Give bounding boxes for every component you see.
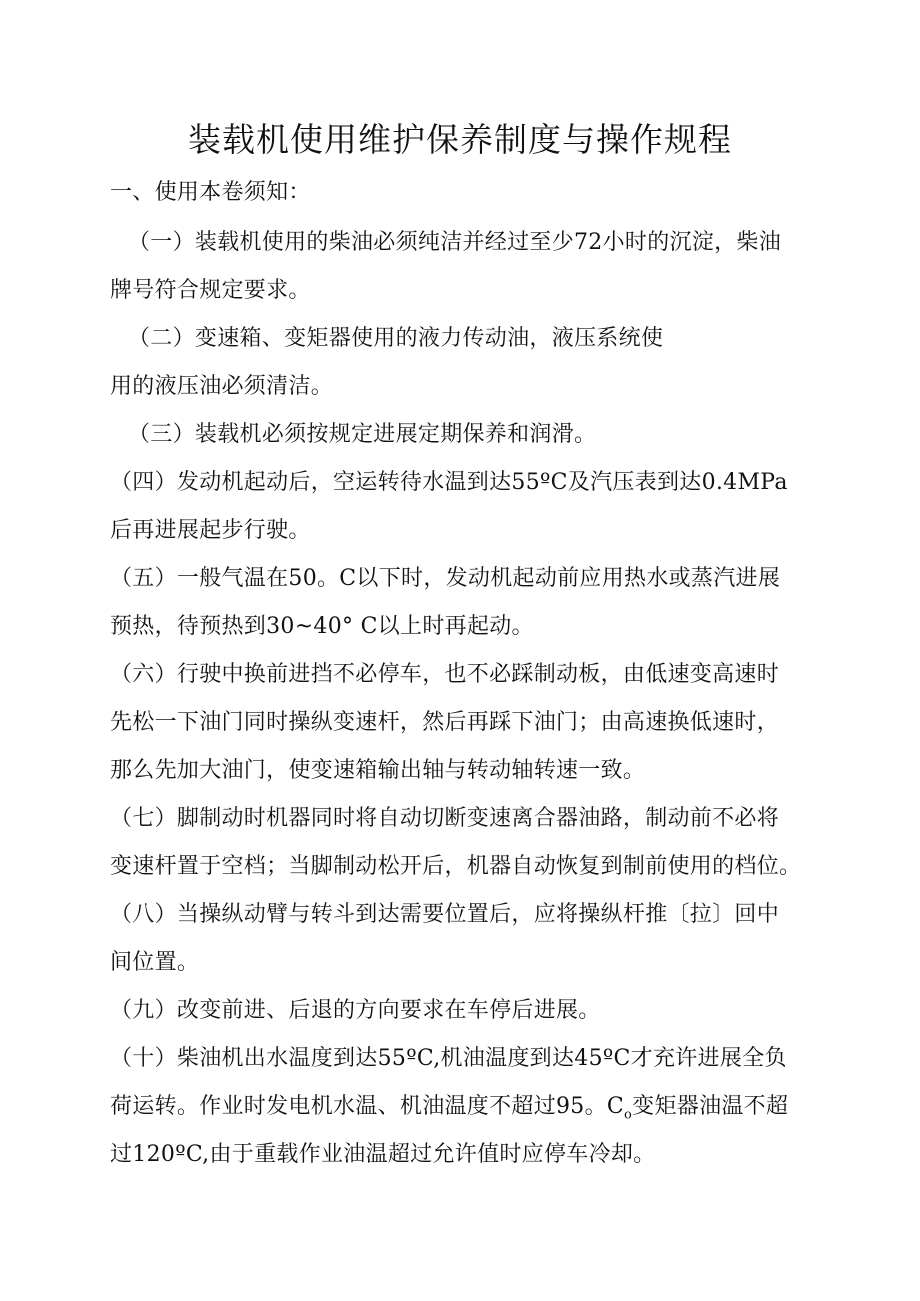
paragraph-line: （二）变速箱、变矩器使用的液力传动油，液压系统使 <box>128 326 664 351</box>
paragraph-line: （五）一般气温在50。C以下时，发动机起动前应用热水或蒸汽进展 <box>110 566 781 591</box>
line-text: 变矩器油温不超 <box>632 1094 789 1119</box>
paragraph-line: 过120ºC,由于重载作业油温超过允许值时应停车冷却。 <box>110 1142 656 1167</box>
subscript: o <box>624 1107 633 1123</box>
document-title: 装载机使用维护保养制度与操作规程 <box>188 120 732 159</box>
paragraph-line: （九）改变前进、后退的方向要求在车停后进展。 <box>110 998 601 1023</box>
paragraph-line: （六）行驶中换前进挡不必停车，也不必踩制动板，由低速变高速时 <box>110 662 780 687</box>
paragraph-line: 预热，待预热到30~40° C以上时再起动。 <box>110 614 534 639</box>
paragraph-line: 变速杆置于空档；当脚制动松开后，机器自动恢复到制前使用的档位。 <box>110 854 802 879</box>
paragraph-line: （三）装载机必须按规定进展定期保养和润滑。 <box>128 422 597 447</box>
paragraph-line: （一）装载机使用的柴油必须纯洁并经过至少72小时的沉淀，柴油 <box>128 230 781 255</box>
paragraph-line: （八）当操纵动臂与转斗到达需要位置后，应将操纵杆推〔拉〕回中 <box>110 902 780 927</box>
line-text: 荷运转。作业时发电机水温、机油温度不超过95。C <box>110 1094 625 1119</box>
paragraph-line <box>110 1092 788 1130</box>
paragraph-line: 用的液压油必须清洁。 <box>110 374 334 399</box>
paragraph-line: 后再进展起步行驶。 <box>110 518 311 543</box>
section-heading: 一、使用本卷须知： <box>110 180 311 205</box>
paragraph-line: （十）柴油机出水温度到达55ºC,机油温度到达45ºC才充许进展全负 <box>110 1046 787 1071</box>
paragraph-line: 间位置。 <box>110 950 200 975</box>
paragraph-line: 牌号符合规定要求。 <box>110 278 311 303</box>
paragraph-line: 那么先加大油门，使变速箱输出轴与转动轴转速一致。 <box>110 758 646 783</box>
paragraph-line: （四）发动机起动后，空运转待水温到达55ºC及汽压表到达0.4MPa <box>110 470 788 495</box>
paragraph-line: 先松一下油门同时操纵变速杆，然后再踩下油门；由高速换低速时， <box>110 710 780 735</box>
paragraph-line: （七）脚制动时机器同时将自动切断变速离合器油路，制动前不必将 <box>110 806 780 831</box>
